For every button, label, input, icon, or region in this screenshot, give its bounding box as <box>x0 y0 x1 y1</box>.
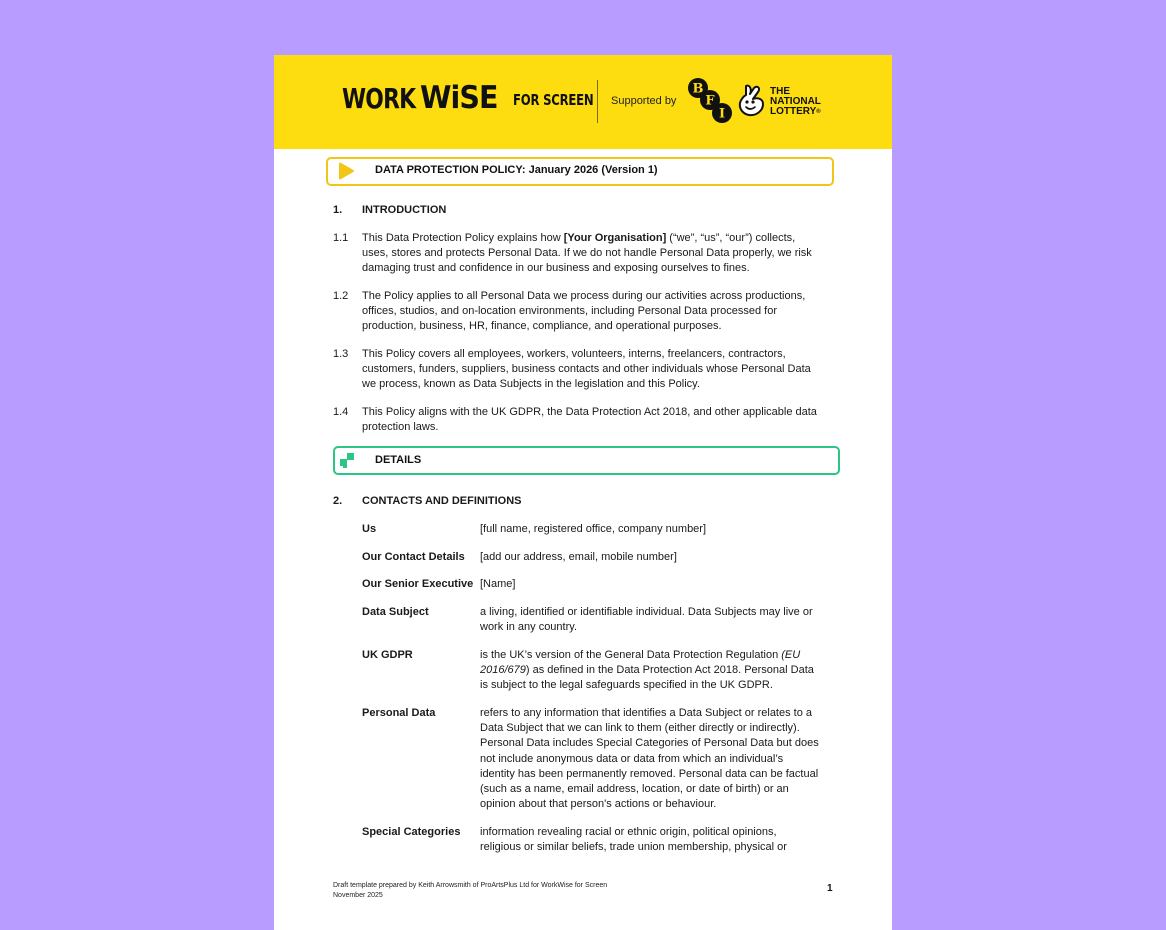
footer-line-2: November 2025 <box>333 892 383 899</box>
definition-value-us <box>480 522 836 537</box>
lottery-line-2: NATIONAL <box>770 96 821 107</box>
paragraph-1-3-number: 1.3 <box>333 348 349 360</box>
national-lottery-wordmark <box>770 87 840 117</box>
def-ds-line1: a living, identified or identifiable individual. Data Subjects may live or <box>480 606 813 618</box>
p13-line2: customers, funders, suppliers, business contacts and other individuals whose Personal Data <box>362 363 811 376</box>
definition-term-data-subject: Data Subject <box>362 606 429 618</box>
definition-term-contact-details: Our Contact Details <box>362 551 465 563</box>
workwise-logo-work: WORK <box>342 82 416 115</box>
footer-note <box>333 881 607 901</box>
registered-mark: ® <box>816 109 821 115</box>
definition-value-contact-details <box>480 550 836 565</box>
def-gdpr-line2-a: 2016/679 <box>480 664 526 677</box>
workwise-logo-wise: WiSE <box>420 80 498 116</box>
definition-term-special-categories: Special Categories <box>362 826 461 838</box>
play-icon <box>338 162 355 180</box>
p14-line2: protection laws. <box>362 421 439 434</box>
details-heading: DETAILS <box>375 454 422 466</box>
definition-value-senior-executive <box>480 577 836 592</box>
header-banner <box>274 55 892 149</box>
document-page <box>274 55 892 930</box>
logo-divider <box>597 80 598 123</box>
p13-line3: we process, known as Data Subjects in the legislation and this Policy. <box>362 378 700 391</box>
definition-value-uk-gdpr <box>480 648 836 694</box>
def-exec-line1: [Name] <box>480 578 516 590</box>
definition-value-personal-data <box>480 706 836 812</box>
p11-line3: damaging trust and confidence in our business and exposing ourselves to fines. <box>362 262 750 275</box>
bfi-letter-b: B <box>692 81 704 97</box>
p11-line1-a: This Data Protection Policy explains how <box>362 232 564 244</box>
supported-by-text: Supported by <box>611 95 677 107</box>
policy-title: DATA PROTECTION POLICY: January 2026 (Version 1) <box>375 164 658 176</box>
bfi-letter-i: I <box>718 106 726 122</box>
paragraph-1-2-number: 1.2 <box>333 290 349 302</box>
def-ds-line2: work in any country. <box>480 621 578 634</box>
policy-title-callout <box>326 157 834 186</box>
def-pd-line5: identity has been permanently removed. Personal data can be factual <box>480 767 819 780</box>
paragraph-1-1 <box>362 231 832 277</box>
paragraph-1-1-number: 1.1 <box>333 232 349 244</box>
paragraph-1-2 <box>362 289 832 335</box>
definition-term-us: Us <box>362 523 377 535</box>
def-pd-line6: (such as a name, email address, location, or date of birth) or an <box>480 783 789 796</box>
p13-line1: This Policy covers all employees, workers, volunteers, interns, freelancers, contractors, <box>362 348 786 360</box>
bfi-letter-f: F <box>705 93 715 109</box>
paragraph-1-4-number: 1.4 <box>333 406 349 418</box>
p14-line1: This Policy aligns with the UK GDPR, the Data Protection Act 2018, and other applicable data <box>362 406 817 418</box>
lottery-line-3: LOTTERY <box>770 106 817 117</box>
blocks-icon <box>339 452 356 470</box>
def-gdpr-line1-a: is the UK’s version of the General Data Protection Regulation <box>480 649 782 661</box>
def-sc-line1: information revealing racial or ethnic origin, political opinions, <box>480 826 777 838</box>
def-pd-line3: Personal Data includes Special Categories of Personal Data but does <box>480 737 819 750</box>
section-2-number: 2. <box>333 495 343 507</box>
definition-value-data-subject <box>480 605 836 635</box>
p11-line1-c: (“we”, “us”, “our”) collects, <box>666 232 796 244</box>
your-organisation-placeholder: [Your Organisation] <box>563 232 667 244</box>
definition-term-personal-data: Personal Data <box>362 707 436 719</box>
lottery-line-1: THE <box>770 86 790 97</box>
page-number: 1 <box>827 883 833 894</box>
definition-term-uk-gdpr: UK GDPR <box>362 649 413 661</box>
def-pd-line4: not include anonymous data or data from which an individual’s <box>480 752 784 765</box>
def-us-line1: [full name, registered office, company number] <box>480 523 707 535</box>
paragraph-1-4 <box>362 405 832 435</box>
def-contact-line1: [add our address, email, mobile number] <box>480 551 677 563</box>
paragraph-1-3 <box>362 347 832 393</box>
definition-term-senior-executive: Our Senior Executive <box>362 578 474 590</box>
section-1-number: 1. <box>333 204 343 216</box>
def-pd-line7: opinion about that person's actions or behaviour. <box>480 798 717 811</box>
details-callout <box>333 446 840 475</box>
p12-line3: production, business, HR, finance, compliance, and operational purposes. <box>362 320 722 333</box>
national-lottery-crossed-fingers-icon <box>736 82 772 122</box>
p12-line2: offices, studios, and on-location environments, including Personal Data processed for <box>362 305 777 318</box>
def-gdpr-line3: is subject to the legal safeguards specified in the UK GDPR. <box>480 679 773 692</box>
bfi-logo-icon <box>686 77 734 125</box>
section-1-heading: INTRODUCTION <box>362 204 447 216</box>
def-gdpr-line1-b: (EU <box>781 649 801 661</box>
definition-value-special-categories <box>480 825 836 855</box>
p11-line2: uses, stores and protects Personal Data. If we do not handle Personal Data properly, we risk <box>362 247 812 260</box>
workwise-logo-forscreen: FOR SCREEN <box>513 91 594 109</box>
section-2-heading: CONTACTS AND DEFINITIONS <box>362 495 522 507</box>
def-pd-line1: refers to any information that identifies a Data Subject or relates to a <box>480 707 813 719</box>
def-pd-line2: Data Subject that we can link to them (either directly or indirectly). <box>480 722 800 735</box>
footer-line-1: Draft template prepared by Keith Arrowsmith of ProArtsPlus Ltd for WorkWise for Screen <box>333 882 608 889</box>
p12-line1: The Policy applies to all Personal Data we process during our activities across productions, <box>362 290 806 302</box>
def-gdpr-line2-b: ) as defined in the Data Protection Act 2018. Personal Data <box>525 664 814 677</box>
def-sc-line2: religious or similar beliefs, trade union membership, physical or <box>480 841 787 854</box>
